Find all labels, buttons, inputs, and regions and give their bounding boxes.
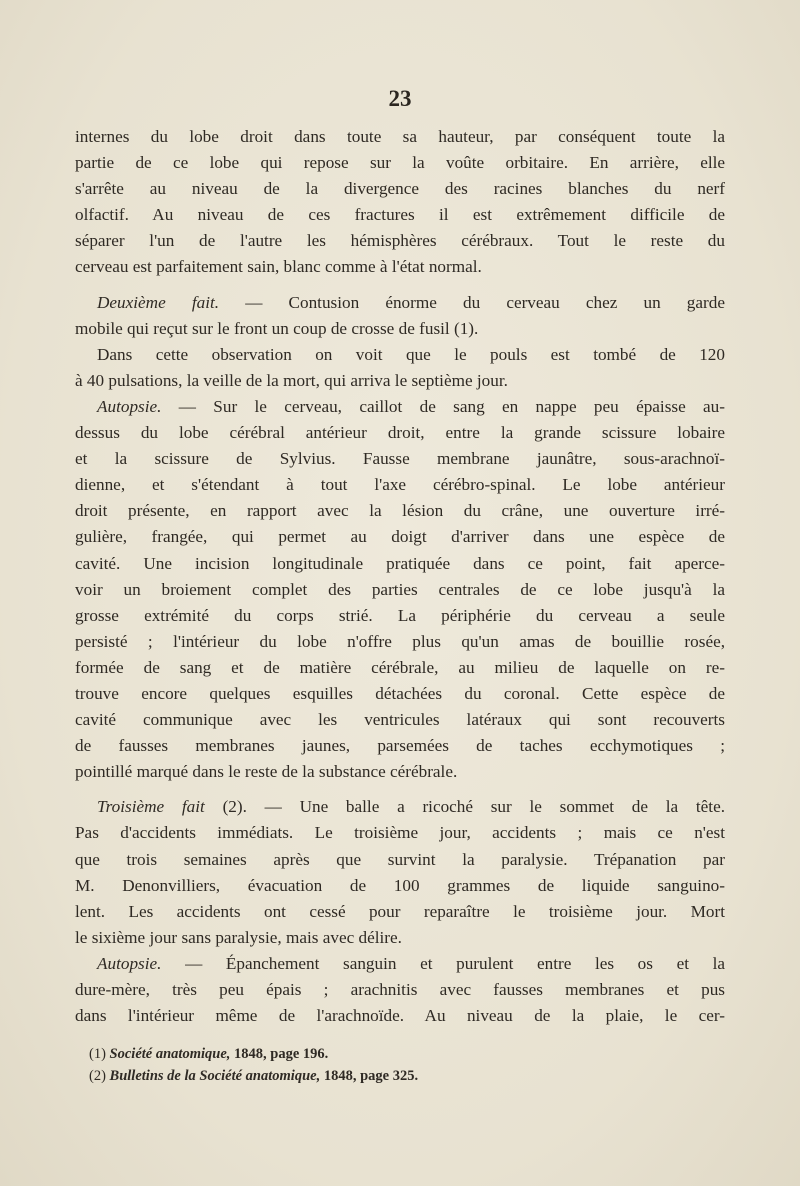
paragraph-autopsie-1 (75, 394, 725, 785)
text-line: cavité communique avec les ventricules latéraux qui sont recouverts (75, 710, 725, 730)
text-line: dure-mère, très peu épais ; arachnitis avec fausses membranes et pus (75, 980, 725, 999)
text-line: M. Denonvilliers, évacuation de 100 grammes de liquide sanguino- (75, 875, 725, 895)
text-run: — Sur le cerveau, caillot de sang en nappe peu épaisse au- (161, 396, 725, 416)
text-run: (2). — Une balle a ricoché sur le sommet de la tête. (204, 797, 725, 817)
text-line (75, 394, 725, 420)
text-line (75, 951, 725, 977)
case-heading: Troisième fait (97, 797, 205, 817)
footnote-1 (89, 1043, 689, 1065)
text-line: mobile qui reçut sur le front un coup de crosse de fusil (1). (75, 318, 479, 338)
text-line (75, 290, 725, 316)
text-line: à 40 pulsations, la veille de la mort, qui arriva le septième jour. (75, 370, 508, 390)
paragraph-deuxieme-fait (75, 290, 725, 342)
footnote-2 (89, 1065, 689, 1087)
section-heading: Autopsie. (97, 396, 162, 416)
footnotes (89, 1043, 689, 1087)
text-run: — Contusion énorme du cerveau chez un garde (219, 292, 725, 312)
text-line: séparer l'un de l'autre les hémisphères cérébraux. Tout le reste du (75, 231, 725, 251)
text-line: trouve encore quelques esquilles détachées du coronal. Cette espèce de (75, 683, 725, 703)
text-line: droit présente, en rapport avec la lésion du crâne, une ouverture irré- (75, 501, 725, 521)
text-line: Dans cette observation on voit que le pouls est tombé de 120 (97, 344, 725, 364)
text-line: le sixième jour sans paralysie, mais avec délire. (75, 927, 402, 947)
text-line: Pas d'accidents immédiats. Le troisième jour, accidents ; mais ce n'est (75, 823, 725, 843)
text-line: de fausses membranes jaunes, parsemées de taches ecchymotiques ; (75, 736, 725, 756)
footnote-source: Société anatomique, (109, 1046, 231, 1062)
footnote-detail: 1848, page 196. (230, 1046, 329, 1062)
text-run: — Épanchement sanguin et purulent entre les os et la (161, 953, 725, 973)
section-heading: Autopsie. (97, 953, 162, 973)
paragraph-observation (75, 342, 725, 394)
text-line: persisté ; l'intérieur du lobe n'offre plus qu'un amas de bouillie rosée, (75, 631, 725, 651)
text-line: et la scissure de Sylvius. Fausse membrane jaunâtre, sous-arachnoï- (75, 449, 725, 469)
text-line (75, 794, 725, 820)
footnote-marker: (2) (89, 1068, 106, 1084)
case-heading: Deuxième fait. (97, 292, 220, 312)
footnote-detail: 1848, page 325. (320, 1068, 419, 1084)
page-number: 23 (388, 86, 412, 111)
text-line: lent. Les accidents ont cessé pour reparaître le troisième jour. Mort (75, 901, 725, 921)
footnote-source: Bulletins de la Société anatomique, (109, 1068, 321, 1084)
footnote-marker: (1) (89, 1046, 106, 1062)
paragraph-autopsie-2 (75, 951, 725, 1029)
text-line: cavité. Une incision longitudinale pratiquée dans ce point, fait aperce- (75, 553, 725, 573)
text-line: gulière, frangée, qui permet au doigt d'arriver dans une espèce de (75, 527, 725, 547)
text-line: partie de ce lobe qui repose sur la voûte orbitaire. En arrière, elle (75, 153, 725, 173)
paragraph-continuation (75, 124, 725, 281)
text-line: dans l'intérieur même de l'arachnoïde. Au niveau de la plaie, le cer- (75, 1006, 725, 1026)
text-line: que trois semaines après que survint la paralysie. Trépanation par (75, 849, 725, 869)
body-text (75, 124, 725, 1029)
text-line: olfactif. Au niveau de ces fractures il est extrêmement difficile de (75, 205, 725, 225)
text-line: dienne, et s'étendant à tout l'axe cérébro-spinal. Le lobe antérieur (75, 475, 725, 495)
text-line: formée de sang et de matière cérébrale, au milieu de laquelle on re- (75, 657, 725, 677)
text-line: s'arrête au niveau de la divergence des racines blanches du nerf (75, 179, 725, 199)
text-line: pointillé marqué dans le reste de la substance cérébrale. (75, 762, 458, 782)
text-line: dessus du lobe cérébral antérieur droit, entre la grande scissure lobaire (75, 423, 725, 443)
paragraph-troisieme-fait (75, 794, 725, 951)
text-line: voir un broiement complet des parties centrales de ce lobe jusqu'à la (75, 579, 725, 599)
text-line: internes du lobe droit dans toute sa hauteur, par conséquent toute la (75, 127, 725, 146)
text-line: cerveau est parfaitement sain, blanc comme à l'état normal. (75, 257, 482, 277)
text-line: grosse extrémité du corps strié. La périphérie du cerveau a seule (75, 605, 725, 625)
